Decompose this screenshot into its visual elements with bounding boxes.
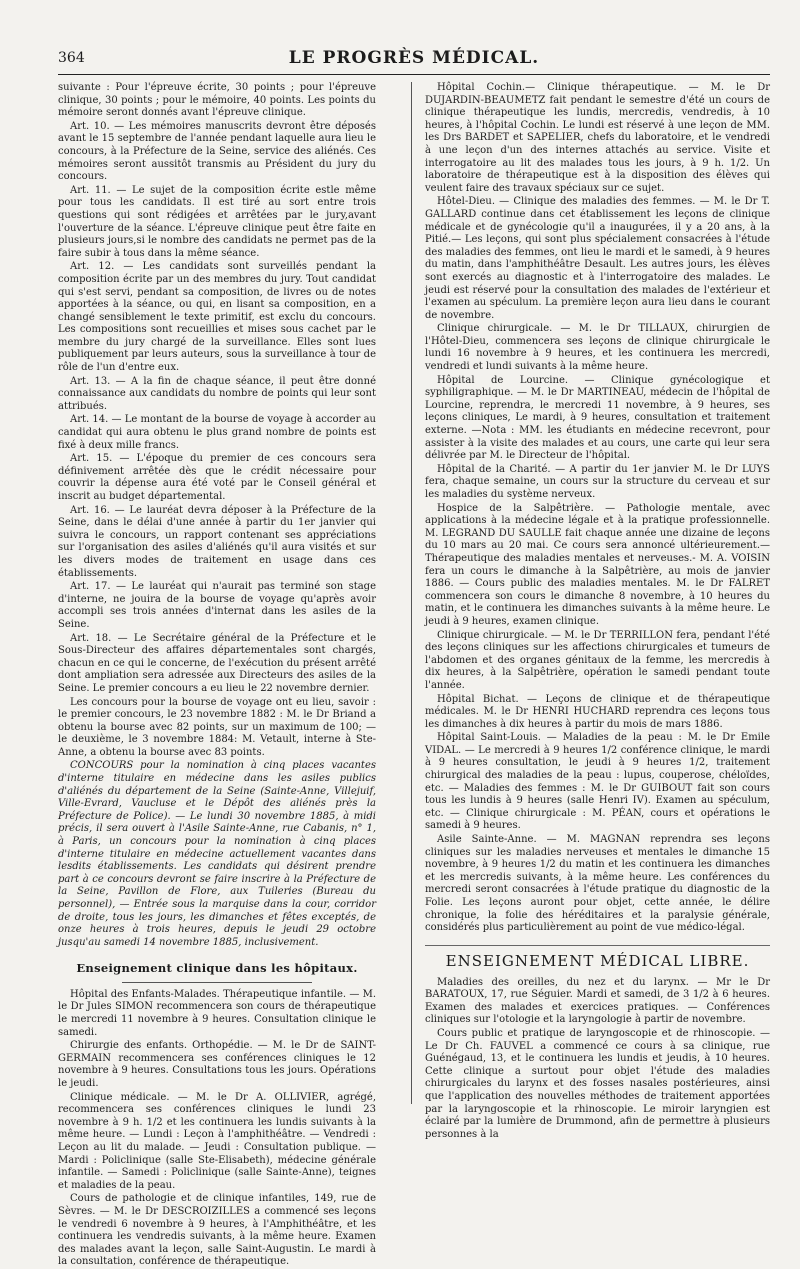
paragraph: Clinique chirurgicale. — M. le Dr TERRILLON fera, pendant l'été des leçons cliniques sur les affections chirurgicales et tumeurs de l'abdomen et des organes génitaux de la femme, les mercredis à dix heures, à la Salpêtrière, opération le samedi pendant toute l'année. bbox=[425, 629, 770, 691]
paragraph: Art. 14. — Le montant de la bourse de voyage à accorder au candidat qui aura obtenu le plus grand nombre de points est fixé à deux mille francs. bbox=[58, 414, 376, 451]
paragraph: Clinique médicale. — M. le Dr A. OLLIVIER, agrégé, recommencera ses conférences cliniques le lundi 23 novembre à 9 h. 1/2 et les continuera les lundis suivants à la même heure. — Lundi : Leçon à l'amphithéâtre. — Vendredi : Leçon au lit du malade. — Jeudi : Consultation publique. — Mardi : Policlinique (salle Ste-Elisabeth), médecine générale infantile. — Samedi : Policlinique (salle Sainte-Anne), teignes et maladies de la peau. bbox=[58, 1091, 376, 1191]
left-column bbox=[58, 82, 376, 1268]
paragraph: Hôpital des Enfants-Malades. Thérapeutique infantile. — M. le Dr Jules SIMON recommencera son cours de thérapeutique le mercredi 11 novembre à 9 heures. Consultation clinique le samedi. bbox=[58, 988, 376, 1038]
paragraph: Maladies des oreilles, du nez et du larynx. — Mr le Dr BARATOUX, 17, rue Séguier. Mardi et samedi, de 3 1/2 à 6 heures. Examen des malades et exercices pratiques. — Conférences cliniques sur l'otologie et la laryngologie à partir de novembre. bbox=[425, 976, 770, 1026]
section-title-free-teaching: ENSEIGNEMENT MÉDICAL LIBRE. bbox=[425, 945, 770, 971]
paragraph: Art. 17. — Le lauréat qui n'aurait pas terminé son stage d'interne, ne jouira de la bourse de voyage qu'après avoir accompli ses trois années d'internat dans les asiles de la Seine. bbox=[58, 581, 376, 630]
paragraph: Hôpital de la Charité. — A partir du 1er janvier M. le Dr LUYS fera, chaque semaine, un cours sur la structure du cerveau et sur les maladies du système nerveux. bbox=[425, 463, 770, 500]
right-column bbox=[425, 82, 770, 1140]
page-header bbox=[58, 44, 770, 75]
paragraph: Les concours pour la bourse de voyage ont eu lieu, savoir : le premier concours, le 23 novembre 1882 : M. le Dr Briand a obtenu la bourse avec 82 points, sur un maximum de 100; — le deuxième, le 3 novembre 1884: M. Vetault, interne à Ste-Anne, a obtenu la bourse avec 83 points. bbox=[58, 696, 376, 758]
page-number: 364 bbox=[58, 50, 85, 66]
paragraph: Art. 13. — A la fin de chaque séance, il peut être donné connaissance aux candidats du nombre de points qui leur sont attribués. bbox=[58, 375, 376, 412]
paragraph: Cours de pathologie et de clinique infantiles, 149, rue de Sèvres. — M. le Dr DESCROIZILLES a commencé ses leçons le vendredi 6 novembre à 9 heures, à l'Amphithéâtre, et les continuera les vendredis suivants, à la même heure. Examen des malades avant la leçon, salle Saint-Augustin. Le mardi à la consultation, conférence de thérapeutique. bbox=[58, 1193, 376, 1268]
paragraph: Art. 18. — Le Secrétaire général de la Préfecture et le Sous-Directeur des affaires départementales sont chargés, chacun en ce qui le concerne, de l'exécution du présent arrêté dont ampliation sera adressée aux Directeurs des asiles de la Seine. Le premier concours a eu lieu le 22 novembre dernier. bbox=[58, 632, 376, 694]
paragraph: Cours public et pratique de laryngoscopie et de rhinoscopie. — Le Dr Ch. FAUVEL a commencé ce cours à sa clinique, rue Guénégaud, 13, et le continuera les lundis et jeudis, à 10 heures. Cette clinique a surtout pour objet l'étude des maladies chirurgicales du larynx et des fosses nasales postérieures, ainsi que l'application des nouvelles méthodes de traitement apportées par la laryngoscopie et la rhinoscopie. Le miroir laryngien est éclairé par la lumière de Drummond, afin de permettre à plusieurs personnes à la bbox=[425, 1028, 770, 1140]
section-title-clinical: Enseignement clinique dans les hôpitaux. bbox=[76, 961, 358, 976]
paragraph: Clinique chirurgicale. — M. le Dr TILLAUX, chirurgien de l'Hôtel-Dieu, commencera ses leçons de clinique chirurgicale le lundi 16 novembre à 9 heures, et les continuera les mercredi, vendredi et lundi suivants à la même heure. bbox=[425, 323, 770, 373]
paragraph: CONCOURS pour la nomination à cinq places vacantes d'interne titulaire en médecine dans les asiles publics d'aliénés du département de la Seine (Sainte-Anne, Villejuif, Ville-Evrard, Vaucluse et le Dépôt des aliénés près la Préfecture de Police). — Le lundi 30 novembre 1885, à midi précis, il sera ouvert à l'Asile Sainte-Anne, rue Cabanis, n° 1, à Paris, un concours pour la nomination à cinq places d'interne titulaire en médecine actuellement vacantes dans lesdits établissements. Les candidats qui désirent prendre part à ce concours devront se faire inscrire à la Préfecture de la Seine, Pavillon de Flore, aux Tuileries (Bureau du personnel), — Entrée sous la marquise dans la cour, corridor de droite, tous les jours, les dimanches et fêtes exceptés, de onze heures à trois heures, depuis le jeudi 29 octobre jusqu'au samedi 14 novembre 1885, inclusivement. bbox=[58, 760, 376, 948]
journal-title: LE PROGRÈS MÉDICAL. bbox=[288, 48, 540, 68]
paragraph: Hôtel-Dieu. — Clinique des maladies des femmes. — M. le Dr T. GALLARD continue dans cet établissement les leçons de clinique médicale et de gynécologie qu'il a inaugurées, il y a 20 ans, à la Pitié.— Les leçons, qui sont plus spécialement consacrées à l'étude des maladies des femmes, ont lieu le mardi et le samedi, à 9 heures du matin, dans l'amphithéâtre Desault. Les autres jours, les élèves sont exercés au diagnostic et à l'interrogatoire des malades. Le jeudi est réservé pour la consultation des malades de l'extérieur et l'examen au spéculum. La première leçon aura lieu dans le courant de novembre. bbox=[425, 196, 770, 321]
paragraph: Hôpital Saint-Louis. — Maladies de la peau : M. le Dr Emile VIDAL. — Le mercredi à 9 heures 1/2 conférence clinique, le mardi à 9 heures consultation, le jeudi à 9 heures 1/2, traitement chirurgical des maladies de la peau : lupus, couperose, chéloïdes, etc. — Maladies des femmes : M. le Dr GUIBOUT fait son cours tous les lundis à 9 heures (salle Henri IV). Examen au spéculum, etc. — Clinique chirurgicale : M. PÉAN, cours et opérations le samedi à 9 heures. bbox=[425, 732, 770, 832]
paragraph: Hôpital Bichat. — Leçons de clinique et de thérapeutique médicales. M. le Dr HENRI HUCHARD reprendra ces leçons tous les dimanches à dix heures à partir du mois de mars 1886. bbox=[425, 693, 770, 730]
paragraph: Art. 12. — Les candidats sont surveillés pendant la composition écrite par un des membres du jury. Tout candidat qui s'est servi, pendant sa composition, de livres ou de notes apportées à la séance, ou qui, en lisant sa composition, en a changé sensiblement le texte primitif, est exclu du concours. Les compositions sont recueillies et mises sous cachet par le membre du jury chargé de la surveillance. Elles sont lues publiquement par leurs auteurs, sous la surveillance à tour de rôle de l'un d'entre eux. bbox=[58, 261, 376, 374]
paragraph: Art. 15. — L'époque du premier de ces concours sera définivement arrêtée dès que le crédit nécessaire pour couvrir la dépense aura été voté par le Conseil général et inscrit au budget départemental. bbox=[58, 453, 376, 502]
paragraph: suivante : Pour l'épreuve écrite, 30 points ; pour l'épreuve clinique, 30 points ; pour le mémoire, 40 points. Les points du mémoire seront donnés avant l'épreuve clinique. bbox=[58, 82, 376, 119]
column-divider bbox=[411, 82, 412, 1104]
paragraph: Art. 16. — Le lauréat devra déposer à la Préfecture de la Seine, dans le délai d'une année à partir du 1er janvier qui suivra le concours, un rapport contenant ses appréciations sur l'organisation des asiles d'aliénés qu'il aura visités et sur les divers modes de traitement en usage dans ces établissements. bbox=[58, 504, 376, 579]
paragraph: Chirurgie des enfants. Orthopédie. — M. le Dr de SAINT-GERMAIN recommencera ses conférences cliniques le 12 novembre à 9 heures. Consultations tous les jours. Opérations le jeudi. bbox=[58, 1040, 376, 1090]
paragraph: Hospice de la Salpêtrière. — Pathologie mentale, avec applications à la médecine légale et à la pratique professionnelle. M. LEGRAND DU SAULLE fait chaque année une dizaine de leçons du 10 mars au 20 mai. Ce cours sera annoncé ultérieurement.— Thérapeutique des maladies mentales et nerveuses.- M. A. VOISIN fera un cours le dimanche à la Salpêtrière, au mois de janvier 1886. — Cours public des maladies mentales. M. le Dr FALRET commencera son cours le dimanche 8 novembre, à 10 heures du matin, et le continuera les dimanches suivants à la même heure. Le jeudi à 9 heures, examen clinique. bbox=[425, 502, 770, 627]
paragraph: Asile Sainte-Anne. — M. MAGNAN reprendra ses leçons cliniques sur les maladies nerveuses et mentales le dimanche 15 novembre, à 9 heures 1/2 du matin et les continuera les dimanches et les mercredis suivants, à la même heure. Les conférences du mercredi seront consacrées à l'étude pratique du diagnostic de la Folie. Les leçons auront pour objet, cette année, le délire chronique, la folie des héréditaires et la paralysie générale, considérés plus particulièrement au point de vue médico-légal. bbox=[425, 834, 770, 934]
paragraph: Art. 11. — Le sujet de la composition écrite estle même pour tous les candidats. Il est tiré au sort entre trois questions qui sont rédigées et arrêtées par le jury,avant l'ouverture de la séance. L'épreuve clinique peut être faite en plusieurs jours,si le nombre des candidats ne permet pas de la faire subir à tous dans la même séance. bbox=[58, 184, 376, 259]
paragraph: Hôpital Cochin.— Clinique thérapeutique. — M. le Dr DUJARDIN-BEAUMETZ fait pendant le semestre d'été un cours de clinique thérapeutique les lundis, mercredis, vendredis, à 10 heures, à l'hôpital Cochin. Le lundi est réservé à une leçon de MM. les Drs BARDET et SAPELIER, chefs du laboratoire, et le vendredi à une leçon d'un des internes attachés au service. Visite et interrogatoire au lit des malades tous les jours, à 9 h. 1/2. Un laboratoire de thérapeutique est à la disposition des élèves qui veulent faire des travaux spéciaux sur ce sujet. bbox=[425, 82, 770, 194]
paragraph: Art. 10. — Les mémoires manuscrits devront être déposés avant le 15 septembre de l'année pendant laquelle aura lieu le concours, à la Préfecture de la Seine, service des aliénés. Ces mémoires seront aussitôt transmis au Président du jury du concours. bbox=[58, 120, 376, 183]
paragraph: Hôpital de Lourcine. — Clinique gynécologique et syphiligraphique. — M. le Dr MARTINEAU, médecin de l'hôpital de Lourcine, reprendra, le mercredi 11 novembre, à 9 heures, ses leçons cliniques, Le mardi, à 9 heures, consultation et traitement externe. —Nota : MM. les étudiants en médecine recevront, pour assister à la visite des malades et au cours, une carte qui leur sera délivrée par M. le Directeur de l'hôpital. bbox=[425, 374, 770, 462]
divider bbox=[122, 982, 313, 983]
